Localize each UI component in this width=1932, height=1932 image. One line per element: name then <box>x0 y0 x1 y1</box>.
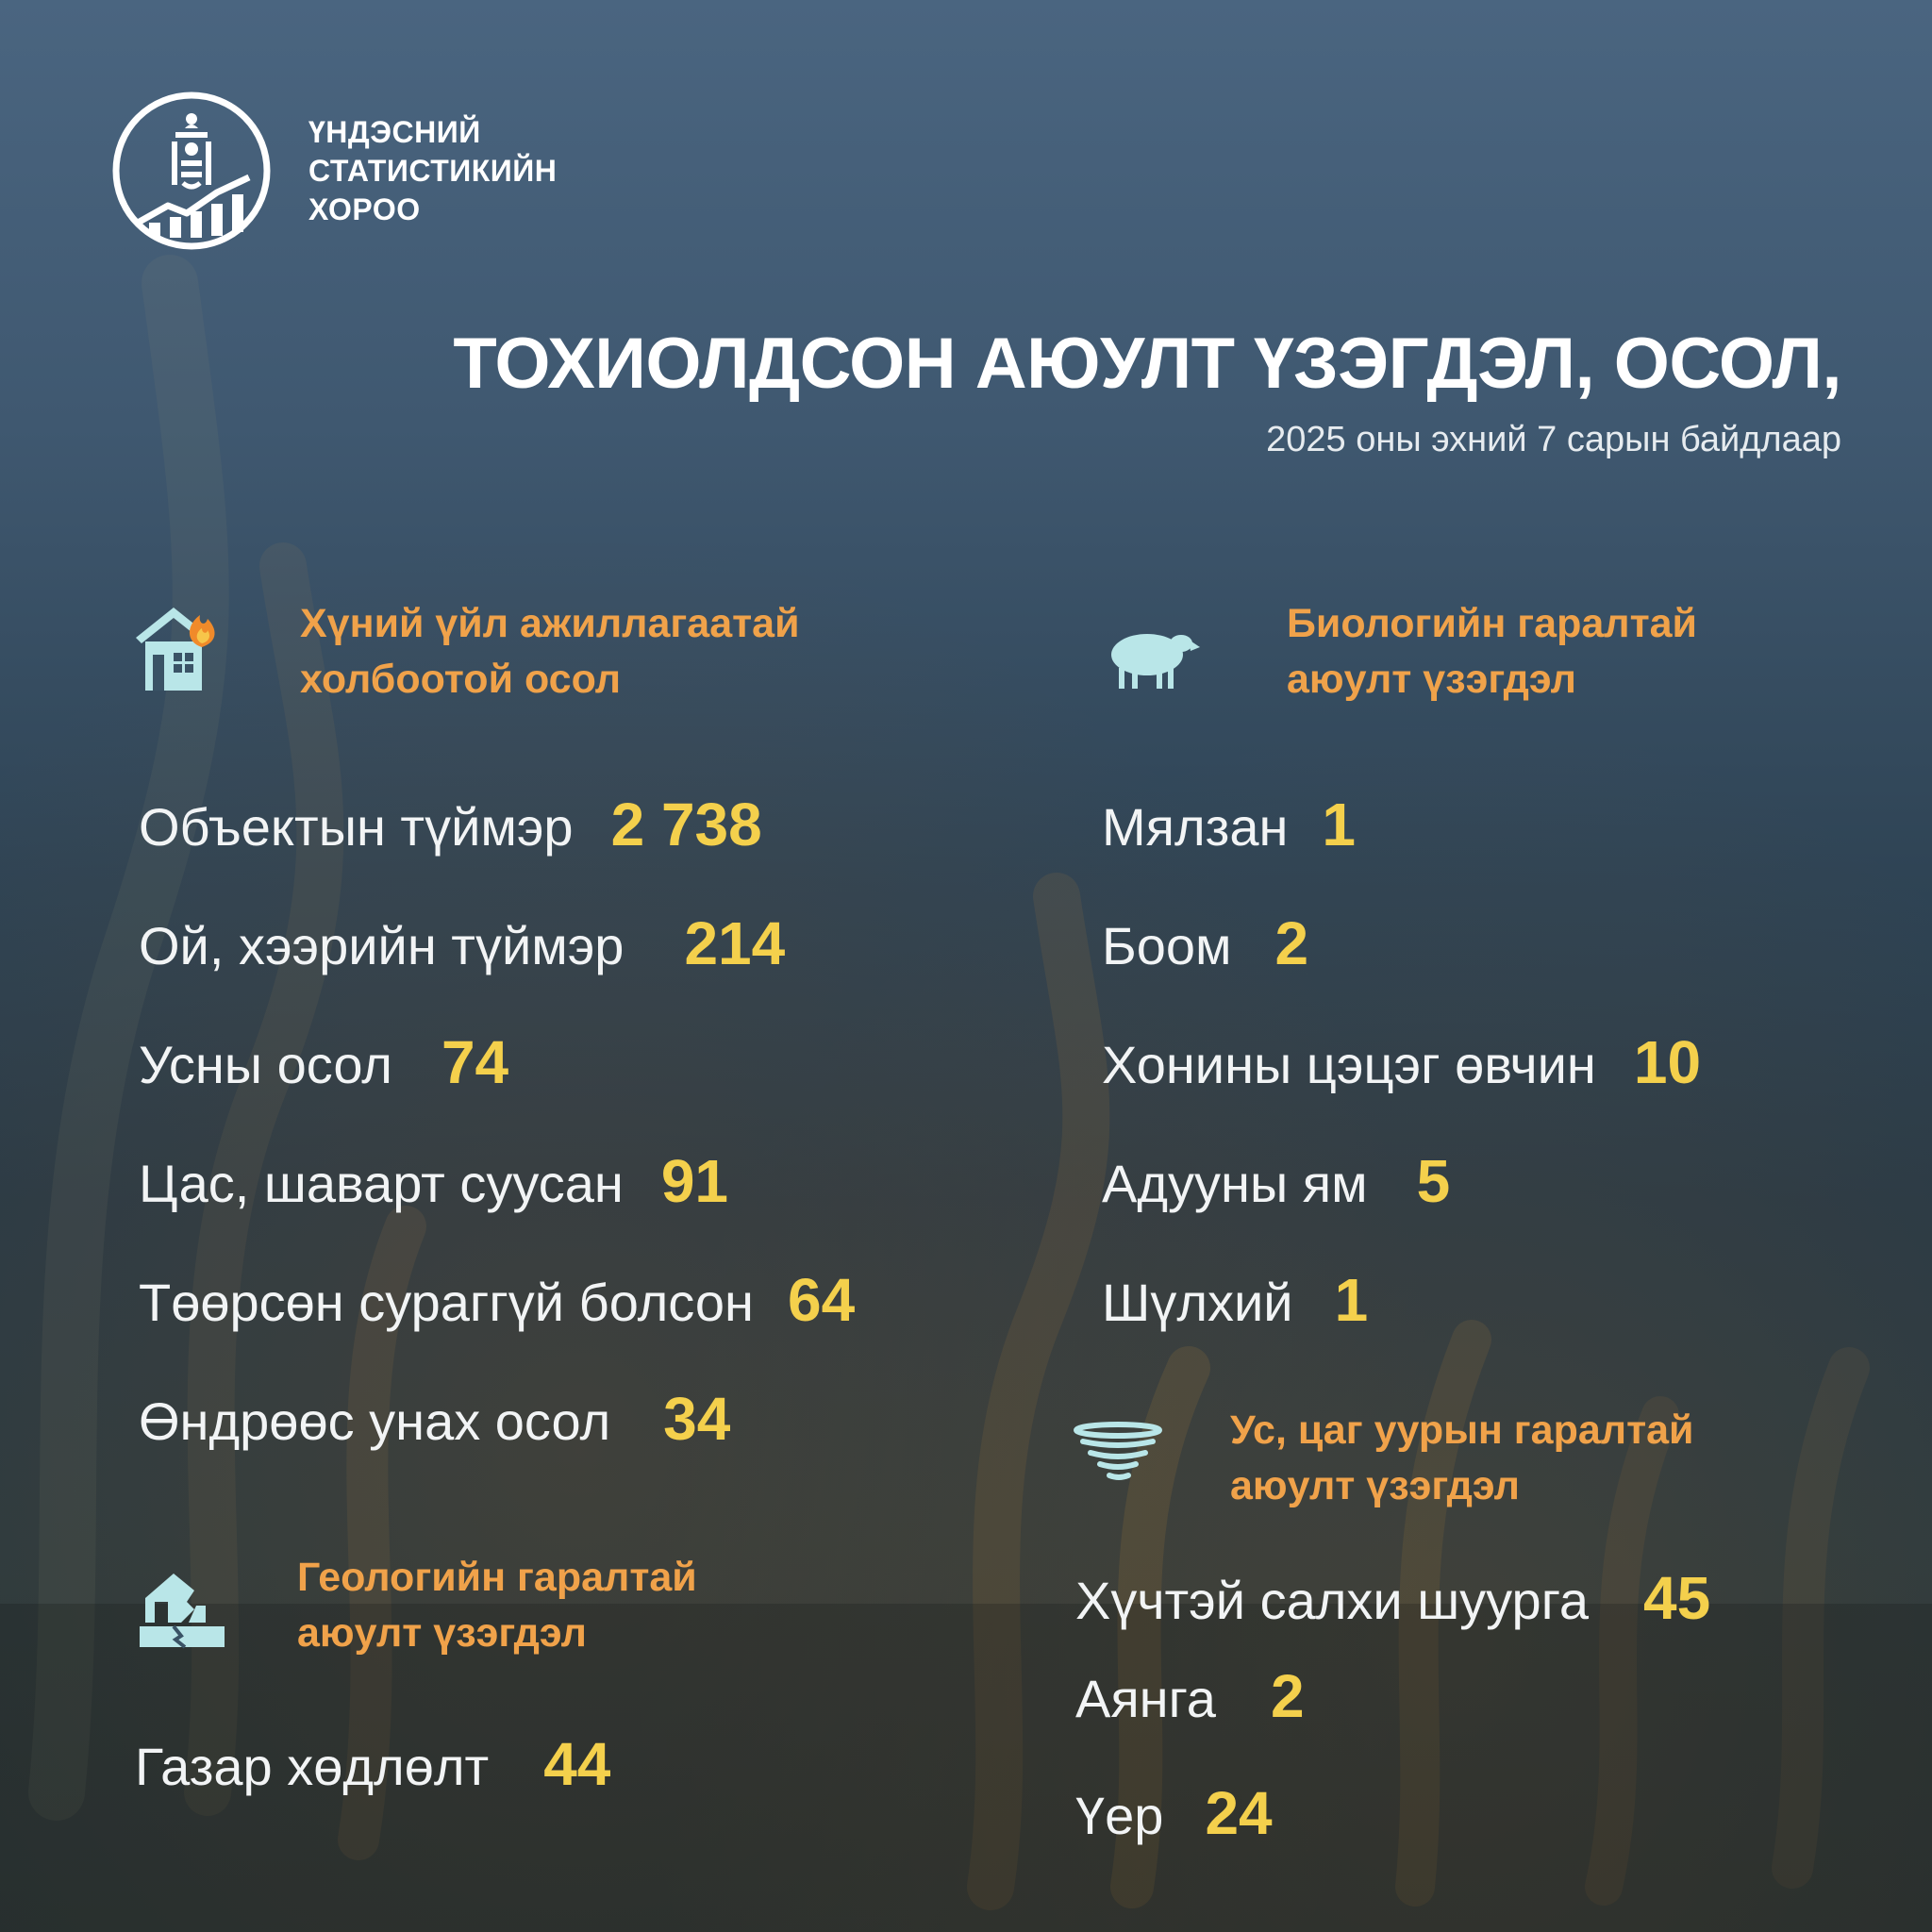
stat-label: Газар хөдлөлт <box>135 1737 490 1796</box>
stat-value: 1 <box>1322 791 1356 858</box>
page-title: ТОХИОЛДСОН АЮУЛТ ҮЗЭГДЭЛ, ОСОЛ, <box>453 324 1841 404</box>
stat-label: Өндрөөс унах осол <box>139 1391 611 1451</box>
org-line-2: СТАТИСТИКИЙН <box>308 154 558 188</box>
section-title-line: Биологийн гаралтай <box>1287 601 1697 646</box>
stat-value: 2 738 <box>610 791 762 858</box>
stat-row-stuck-in-snow <box>139 1147 729 1215</box>
stat-value: 34 <box>663 1385 731 1453</box>
stat-value: 2 <box>1270 1662 1305 1730</box>
stat-value: 5 <box>1416 1147 1451 1215</box>
stat-row-anthrax <box>1102 791 1356 858</box>
stat-label: Үер <box>1075 1786 1164 1845</box>
stat-row-missing <box>139 1266 856 1334</box>
burning-house-icon <box>132 600 219 694</box>
organization-name <box>308 113 557 229</box>
section-title-biological <box>1287 596 1697 708</box>
org-line-3: ХОРОО <box>308 192 421 226</box>
section-title-line: Геологийн гаралтай <box>297 1555 697 1600</box>
stat-row-strong-wind <box>1075 1564 1711 1632</box>
stat-row-water-accident <box>139 1028 509 1096</box>
section-title-line: аюулт үзэгдэл <box>1230 1463 1520 1508</box>
stat-value: 1 <box>1334 1266 1369 1334</box>
org-line-1: ҮНДЭСНИЙ <box>308 115 481 149</box>
stat-label: Объектын түймэр <box>139 797 574 857</box>
stat-value: 64 <box>787 1266 856 1334</box>
section-title-line: аюулт үзэгдэл <box>1287 657 1576 702</box>
stat-label: Цас, шаварт суусан <box>139 1154 624 1213</box>
stat-label: Хүчтэй салхи шуурга <box>1075 1571 1590 1630</box>
sheep-icon <box>1106 626 1202 691</box>
stat-row-flood <box>1075 1779 1273 1847</box>
tornado-icon <box>1072 1421 1164 1487</box>
stat-value: 24 <box>1205 1779 1273 1847</box>
section-title-line: Хүний үйл ажиллагаатай <box>300 601 800 646</box>
stat-value: 44 <box>543 1730 611 1798</box>
stat-label: Төөрсөн сураггүй болсон <box>139 1273 754 1332</box>
stat-row-lightning <box>1075 1662 1305 1730</box>
stat-value: 45 <box>1643 1564 1711 1632</box>
stat-label: Усны осол <box>139 1035 392 1094</box>
stat-label: Хонины цэцэг өвчин <box>1102 1035 1596 1094</box>
earthquake-icon <box>140 1564 225 1649</box>
stat-row-foot-and-mouth <box>1102 1266 1369 1334</box>
stat-value: 74 <box>441 1028 509 1096</box>
stat-row-forest-fire <box>139 909 786 977</box>
stat-label: Аянга <box>1075 1669 1216 1728</box>
section-title-geological <box>297 1550 697 1661</box>
stat-row-glanders <box>1102 1147 1451 1215</box>
section-title-line: Ус, цаг уурын гаралтай <box>1230 1407 1694 1453</box>
stat-value: 10 <box>1633 1028 1702 1096</box>
stat-label: Адууны ям <box>1102 1154 1368 1213</box>
stat-row-tularemia <box>1102 909 1309 977</box>
stat-row-earthquake <box>135 1730 611 1798</box>
stat-row-fall-from-height <box>139 1385 731 1453</box>
stat-value: 214 <box>684 909 786 977</box>
stat-value: 2 <box>1274 909 1309 977</box>
section-title-human <box>300 596 800 708</box>
stat-row-sheep-pox <box>1102 1028 1702 1096</box>
stat-value: 91 <box>660 1147 729 1215</box>
nso-logo <box>111 91 272 251</box>
stat-label: Боом <box>1102 916 1232 975</box>
section-title-line: холбоотой осол <box>300 657 622 702</box>
page-subtitle: 2025 оны эхний 7 сарын байдлаар <box>1266 420 1841 459</box>
section-title-line: аюулт үзэгдэл <box>297 1610 587 1656</box>
stat-label: Ой, хээрийн түймэр <box>139 916 625 975</box>
stat-label: Мялзан <box>1102 797 1289 857</box>
stat-label: Шүлхий <box>1102 1273 1293 1332</box>
stat-row-object-fire <box>139 791 762 858</box>
section-title-hydromet <box>1230 1403 1693 1514</box>
